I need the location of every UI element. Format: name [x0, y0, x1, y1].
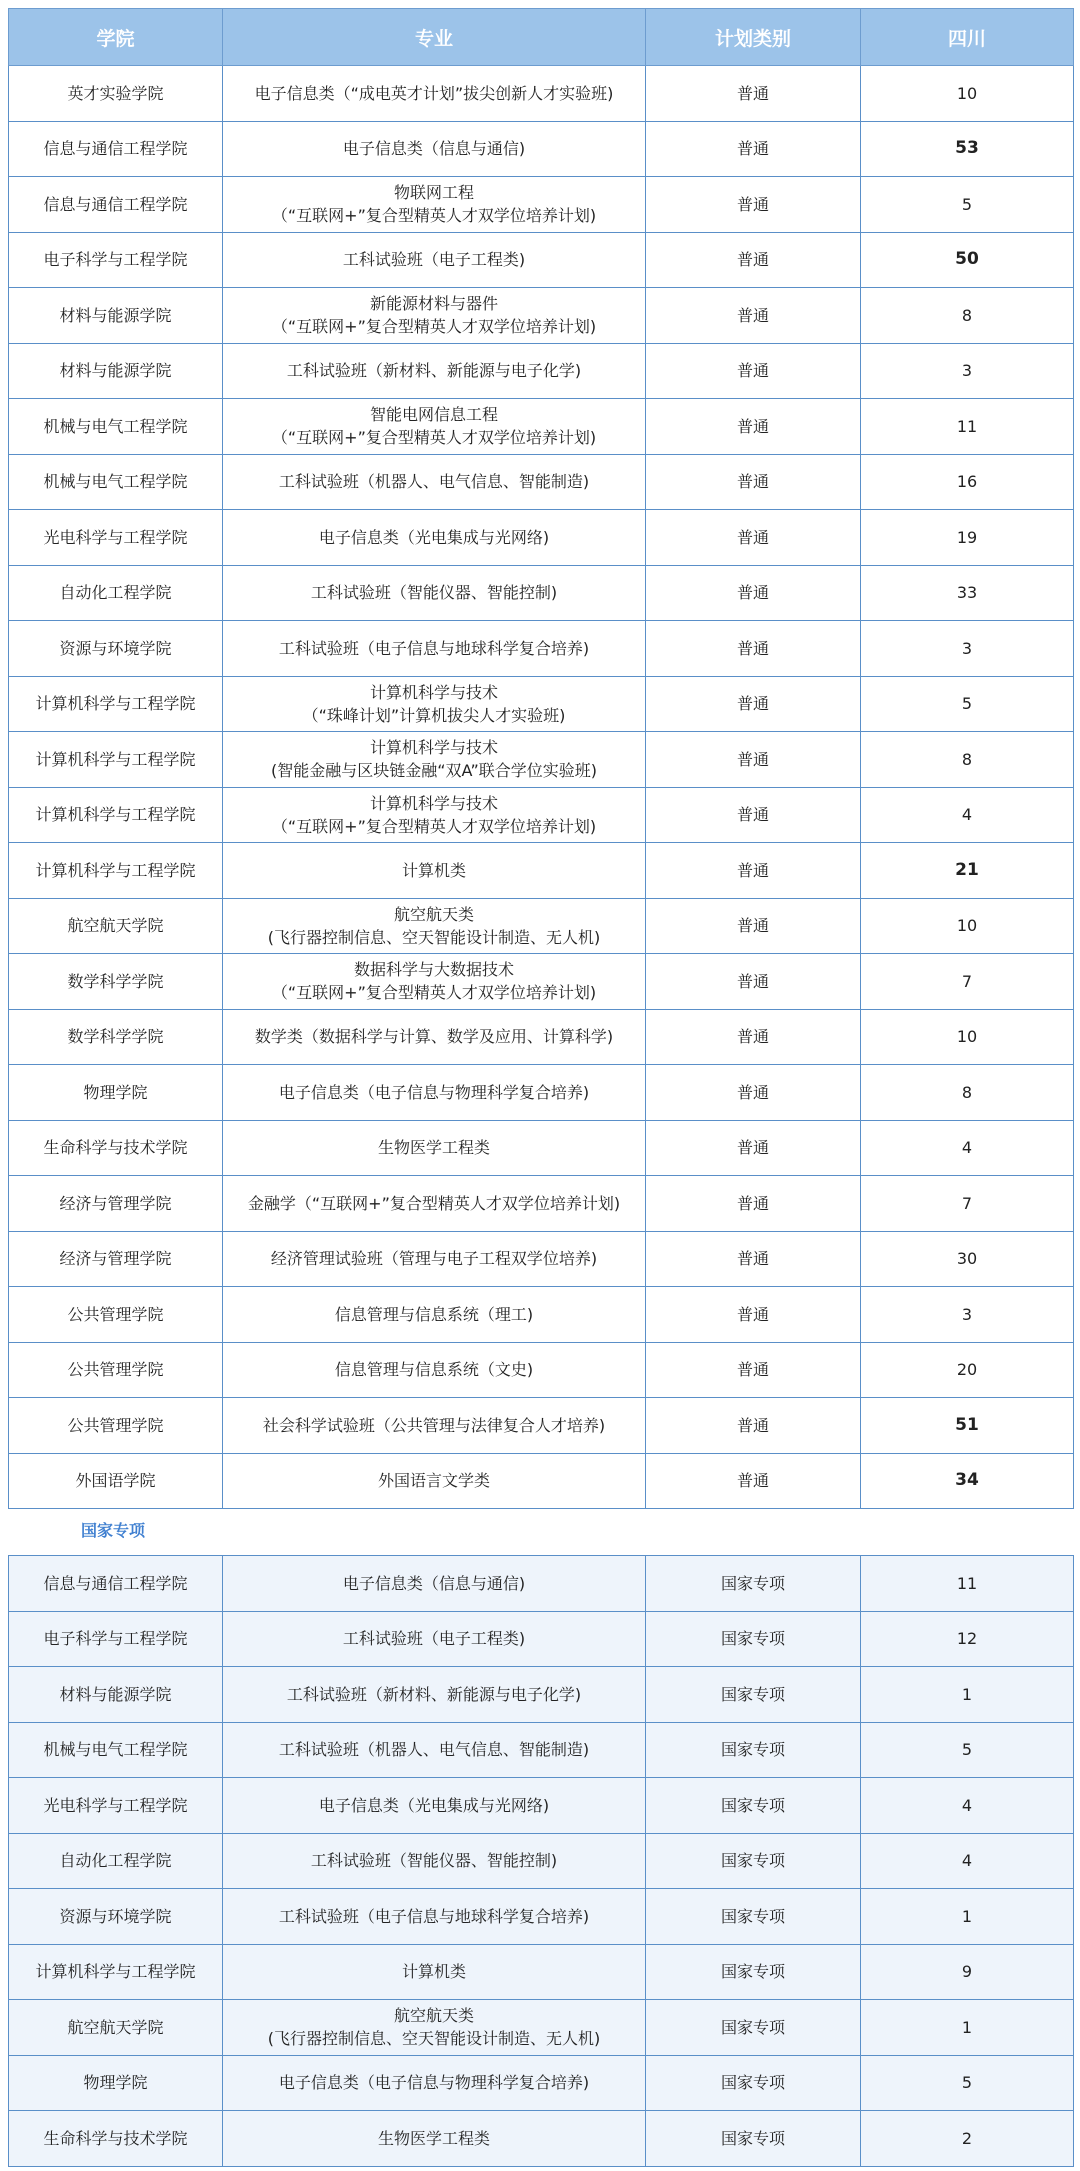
- cell-plan-type: 普通: [646, 510, 861, 566]
- cell-major: [223, 1120, 646, 1176]
- cell-college: 公共管理学院: [9, 1287, 223, 1343]
- cell-major: [223, 954, 646, 1010]
- cell-plan-type: 普通: [646, 732, 861, 788]
- major-line: （“互联网+”复合型精英人才双学位培养计划): [271, 816, 597, 836]
- table-row: [9, 1398, 1074, 1454]
- section-title-national-special: 国家专项: [81, 1521, 146, 1540]
- cell-college: 外国语学院: [9, 1453, 223, 1509]
- cell-major: [223, 1231, 646, 1287]
- cell-college: 航空航天学院: [9, 2000, 223, 2056]
- cell-sichuan-count: 11: [861, 399, 1074, 455]
- cell-sichuan-count: 10: [861, 66, 1074, 122]
- cell-plan-type: 国家专项: [646, 1944, 861, 2000]
- table-row: [9, 1287, 1074, 1343]
- cell-plan-type: 国家专项: [646, 1611, 861, 1667]
- enrollment-table-national-special: [8, 1555, 1074, 2167]
- cell-plan-type: 普通: [646, 565, 861, 621]
- cell-major: [223, 2111, 646, 2167]
- cell-plan-type: 国家专项: [646, 1833, 861, 1889]
- major-line: 工科试验班（电子信息与地球科学复合培养): [278, 638, 590, 658]
- cell-major: [223, 1287, 646, 1343]
- major-line: 工科试验班（机器人、电气信息、智能制造): [278, 472, 590, 492]
- cell-sichuan-count: 19: [861, 510, 1074, 566]
- major-line: 金融学（“互联网+”复合型精英人才双学位培养计划): [247, 1193, 621, 1213]
- cell-sichuan-count: 3: [861, 621, 1074, 677]
- cell-major: [223, 732, 646, 788]
- cell-college: 机械与电气工程学院: [9, 1722, 223, 1778]
- cell-major: [223, 1722, 646, 1778]
- cell-sichuan-count: 10: [861, 898, 1074, 954]
- cell-sichuan-count: 34: [861, 1453, 1074, 1509]
- cell-major: [223, 1176, 646, 1232]
- major-line: 航空航天类: [393, 2006, 474, 2026]
- cell-plan-type: 普通: [646, 787, 861, 843]
- cell-major: [223, 454, 646, 510]
- cell-plan-type: 普通: [646, 1065, 861, 1121]
- table-row: [9, 621, 1074, 677]
- cell-college: 计算机科学与工程学院: [9, 732, 223, 788]
- cell-college: 自动化工程学院: [9, 1833, 223, 1889]
- cell-major: [223, 676, 646, 732]
- enrollment-table-regular: [8, 8, 1074, 1509]
- table-row: [9, 2000, 1074, 2056]
- cell-sichuan-count: 8: [861, 1065, 1074, 1121]
- cell-sichuan-count: 8: [861, 288, 1074, 344]
- cell-college: 生命科学与技术学院: [9, 2111, 223, 2167]
- header-major: 专业: [223, 9, 646, 66]
- table-row: [9, 1556, 1074, 1612]
- cell-college: 材料与能源学院: [9, 288, 223, 344]
- cell-major: [223, 510, 646, 566]
- major-line: 工科试验班（电子信息与地球科学复合培养): [278, 1906, 590, 1926]
- table-row: [9, 1120, 1074, 1176]
- cell-college: 资源与环境学院: [9, 1889, 223, 1945]
- cell-college: 公共管理学院: [9, 1398, 223, 1454]
- major-line: 计算机类: [401, 1962, 466, 1982]
- table-row: [9, 1453, 1074, 1509]
- cell-plan-type: 普通: [646, 1120, 861, 1176]
- cell-sichuan-count: 12: [861, 1611, 1074, 1667]
- major-line: 信息管理与信息系统（理工): [334, 1304, 534, 1324]
- major-line: （“互联网+”复合型精英人才双学位培养计划): [271, 428, 597, 448]
- table-row: [9, 1889, 1074, 1945]
- cell-major: [223, 1667, 646, 1723]
- cell-college: 材料与能源学院: [9, 343, 223, 399]
- cell-major: [223, 1009, 646, 1065]
- cell-sichuan-count: 33: [861, 565, 1074, 621]
- table-row: [9, 787, 1074, 843]
- table-body: [9, 1556, 1074, 2167]
- major-line: 电子信息类（电子信息与物理科学复合培养): [278, 2073, 590, 2093]
- cell-major: [223, 565, 646, 621]
- cell-plan-type: 普通: [646, 676, 861, 732]
- cell-sichuan-count: 11: [861, 1556, 1074, 1612]
- cell-plan-type: 普通: [646, 454, 861, 510]
- table-row: [9, 510, 1074, 566]
- table-row: [9, 1342, 1074, 1398]
- header-plan-type: 计划类别: [646, 9, 861, 66]
- cell-plan-type: 普通: [646, 1176, 861, 1232]
- major-line: 电子信息类（光电集成与光网络): [318, 1795, 550, 1815]
- cell-sichuan-count: 51: [861, 1398, 1074, 1454]
- major-line: 数据科学与大数据技术: [353, 960, 514, 980]
- cell-sichuan-count: 5: [861, 2055, 1074, 2111]
- cell-college: 物理学院: [9, 2055, 223, 2111]
- major-line: 工科试验班（电子工程类): [342, 250, 526, 270]
- cell-college: 计算机科学与工程学院: [9, 787, 223, 843]
- cell-major: [223, 232, 646, 288]
- cell-plan-type: 国家专项: [646, 2111, 861, 2167]
- table-row: [9, 732, 1074, 788]
- cell-sichuan-count: 7: [861, 954, 1074, 1010]
- major-line: 航空航天类: [393, 904, 474, 924]
- major-line: （“互联网+”复合型精英人才双学位培养计划): [271, 317, 597, 337]
- cell-college: 信息与通信工程学院: [9, 177, 223, 233]
- cell-college: 公共管理学院: [9, 1342, 223, 1398]
- cell-college: 光电科学与工程学院: [9, 510, 223, 566]
- major-line: 工科试验班（机器人、电气信息、智能制造): [278, 1740, 590, 1760]
- cell-plan-type: 普通: [646, 177, 861, 233]
- cell-plan-type: 普通: [646, 843, 861, 899]
- major-line: 信息管理与信息系统（文史): [334, 1360, 534, 1380]
- cell-college: 数学科学学院: [9, 1009, 223, 1065]
- cell-major: [223, 1453, 646, 1509]
- header-row: [9, 9, 1074, 66]
- cell-sichuan-count: 3: [861, 1287, 1074, 1343]
- cell-major: [223, 1611, 646, 1667]
- cell-major: [223, 1342, 646, 1398]
- table-row: [9, 2111, 1074, 2167]
- cell-major: [223, 66, 646, 122]
- cell-plan-type: 普通: [646, 1453, 861, 1509]
- header-sichuan: 四川: [861, 9, 1074, 66]
- cell-college: 物理学院: [9, 1065, 223, 1121]
- major-line: （“互联网+”复合型精英人才双学位培养计划): [271, 983, 597, 1003]
- cell-sichuan-count: 4: [861, 1833, 1074, 1889]
- table-row: [9, 843, 1074, 899]
- major-line: (飞行器控制信息、空天智能设计制造、无人机): [267, 2029, 601, 2049]
- table-row: [9, 565, 1074, 621]
- cell-plan-type: 国家专项: [646, 1556, 861, 1612]
- cell-major: [223, 1778, 646, 1834]
- cell-plan-type: 普通: [646, 621, 861, 677]
- cell-plan-type: 国家专项: [646, 1722, 861, 1778]
- cell-major: [223, 2055, 646, 2111]
- cell-college: 计算机科学与工程学院: [9, 843, 223, 899]
- cell-plan-type: 普通: [646, 1398, 861, 1454]
- cell-sichuan-count: 20: [861, 1342, 1074, 1398]
- cell-college: 经济与管理学院: [9, 1231, 223, 1287]
- major-line: （“互联网+”复合型精英人才双学位培养计划): [271, 206, 597, 226]
- major-line: 新能源材料与器件: [369, 294, 498, 314]
- cell-college: 计算机科学与工程学院: [9, 676, 223, 732]
- cell-college: 资源与环境学院: [9, 621, 223, 677]
- cell-plan-type: 国家专项: [646, 1667, 861, 1723]
- major-line: 社会科学试验班（公共管理与法律复合人才培养): [262, 1415, 606, 1435]
- cell-college: 信息与通信工程学院: [9, 121, 223, 177]
- table-row: [9, 454, 1074, 510]
- table-row: [9, 954, 1074, 1010]
- cell-college: 光电科学与工程学院: [9, 1778, 223, 1834]
- cell-plan-type: 普通: [646, 898, 861, 954]
- cell-college: 英才实验学院: [9, 66, 223, 122]
- table-row: [9, 898, 1074, 954]
- table-row: [9, 1065, 1074, 1121]
- table-row: [9, 1009, 1074, 1065]
- major-line: 计算机科学与技术: [369, 682, 498, 702]
- cell-plan-type: 国家专项: [646, 1889, 861, 1945]
- table-row: [9, 66, 1074, 122]
- cell-major: [223, 1889, 646, 1945]
- cell-sichuan-count: 1: [861, 1667, 1074, 1723]
- cell-sichuan-count: 4: [861, 1120, 1074, 1176]
- major-line: 工科试验班（智能仪器、智能控制): [310, 583, 558, 603]
- major-line: 电子信息类（信息与通信): [342, 139, 526, 159]
- cell-plan-type: 国家专项: [646, 1778, 861, 1834]
- cell-college: 计算机科学与工程学院: [9, 1944, 223, 2000]
- major-line: (飞行器控制信息、空天智能设计制造、无人机): [267, 927, 601, 947]
- major-line: 电子信息类（信息与通信): [342, 1573, 526, 1593]
- table-row: [9, 343, 1074, 399]
- cell-plan-type: 普通: [646, 66, 861, 122]
- table-row: [9, 1778, 1074, 1834]
- table-row: [9, 1667, 1074, 1723]
- major-line: 智能电网信息工程: [369, 405, 498, 425]
- cell-major: [223, 2000, 646, 2056]
- cell-sichuan-count: 21: [861, 843, 1074, 899]
- table-row: [9, 2055, 1074, 2111]
- major-line: 计算机科学与技术: [369, 793, 498, 813]
- major-line: 电子信息类（“成电英才计划”拔尖创新人才实验班): [254, 83, 614, 103]
- table-row: [9, 288, 1074, 344]
- cell-sichuan-count: 2: [861, 2111, 1074, 2167]
- major-line: 电子信息类（光电集成与光网络): [318, 527, 550, 547]
- table-row: [9, 1611, 1074, 1667]
- cell-major: [223, 399, 646, 455]
- major-line: 计算机科学与技术: [369, 738, 498, 758]
- cell-major: [223, 787, 646, 843]
- cell-college: 航空航天学院: [9, 898, 223, 954]
- cell-sichuan-count: 5: [861, 676, 1074, 732]
- cell-major: [223, 343, 646, 399]
- cell-college: 信息与通信工程学院: [9, 1556, 223, 1612]
- major-line: 计算机类: [401, 860, 466, 880]
- major-line: 生物医学工程类: [377, 2128, 490, 2148]
- table-row: [9, 1944, 1074, 2000]
- cell-college: 数学科学学院: [9, 954, 223, 1010]
- cell-major: [223, 1065, 646, 1121]
- cell-college: 机械与电气工程学院: [9, 454, 223, 510]
- cell-college: 经济与管理学院: [9, 1176, 223, 1232]
- major-line: 工科试验班（智能仪器、智能控制): [310, 1851, 558, 1871]
- cell-plan-type: 普通: [646, 399, 861, 455]
- cell-sichuan-count: 4: [861, 787, 1074, 843]
- major-line: （“珠峰计划”计算机拔尖人才实验班): [302, 705, 566, 725]
- cell-sichuan-count: 4: [861, 1778, 1074, 1834]
- cell-plan-type: 普通: [646, 1342, 861, 1398]
- cell-major: [223, 177, 646, 233]
- cell-sichuan-count: 16: [861, 454, 1074, 510]
- major-line: 电子信息类（电子信息与物理科学复合培养): [278, 1082, 590, 1102]
- cell-sichuan-count: 7: [861, 1176, 1074, 1232]
- major-line: 工科试验班（电子工程类): [342, 1629, 526, 1649]
- cell-plan-type: 普通: [646, 1009, 861, 1065]
- header-college: 学院: [9, 9, 223, 66]
- cell-major: [223, 1398, 646, 1454]
- cell-sichuan-count: 1: [861, 2000, 1074, 2056]
- table-row: [9, 1176, 1074, 1232]
- cell-major: [223, 288, 646, 344]
- cell-sichuan-count: 50: [861, 232, 1074, 288]
- cell-plan-type: 国家专项: [646, 2000, 861, 2056]
- cell-sichuan-count: 8: [861, 732, 1074, 788]
- cell-sichuan-count: 3: [861, 343, 1074, 399]
- cell-major: [223, 621, 646, 677]
- cell-plan-type: 普通: [646, 954, 861, 1010]
- major-line: 生物医学工程类: [377, 1138, 490, 1158]
- major-line: 经济管理试验班（管理与电子工程双学位培养): [270, 1249, 598, 1269]
- table-row: [9, 676, 1074, 732]
- cell-sichuan-count: 9: [861, 1944, 1074, 2000]
- cell-major: [223, 1944, 646, 2000]
- major-line: 数学类（数据科学与计算、数学及应用、计算科学): [254, 1027, 614, 1047]
- cell-plan-type: 普通: [646, 1287, 861, 1343]
- cell-sichuan-count: 53: [861, 121, 1074, 177]
- table-row: [9, 1833, 1074, 1889]
- major-line: 外国语言文学类: [377, 1471, 490, 1491]
- table-row: [9, 399, 1074, 455]
- cell-sichuan-count: 10: [861, 1009, 1074, 1065]
- cell-major: [223, 1833, 646, 1889]
- cell-college: 生命科学与技术学院: [9, 1120, 223, 1176]
- table-row: [9, 232, 1074, 288]
- cell-major: [223, 898, 646, 954]
- table-row: [9, 1231, 1074, 1287]
- cell-plan-type: 普通: [646, 121, 861, 177]
- cell-plan-type: 普通: [646, 1231, 861, 1287]
- cell-college: 电子科学与工程学院: [9, 1611, 223, 1667]
- cell-college: 机械与电气工程学院: [9, 399, 223, 455]
- major-line: (智能金融与区块链金融“双A”联合学位实验班): [270, 761, 598, 781]
- cell-sichuan-count: 1: [861, 1889, 1074, 1945]
- cell-major: [223, 1556, 646, 1612]
- cell-sichuan-count: 30: [861, 1231, 1074, 1287]
- major-line: 工科试验班（新材料、新能源与电子化学): [286, 361, 582, 381]
- table-row: [9, 177, 1074, 233]
- table-row: [9, 1722, 1074, 1778]
- cell-sichuan-count: 5: [861, 177, 1074, 233]
- cell-major: [223, 121, 646, 177]
- table-body: [9, 66, 1074, 1509]
- major-line: 物联网工程: [393, 183, 474, 203]
- cell-plan-type: 普通: [646, 288, 861, 344]
- table-row: [9, 121, 1074, 177]
- cell-plan-type: 普通: [646, 232, 861, 288]
- cell-college: 自动化工程学院: [9, 565, 223, 621]
- cell-college: 电子科学与工程学院: [9, 232, 223, 288]
- major-line: 工科试验班（新材料、新能源与电子化学): [286, 1684, 582, 1704]
- cell-major: [223, 843, 646, 899]
- cell-plan-type: 普通: [646, 343, 861, 399]
- cell-college: 材料与能源学院: [9, 1667, 223, 1723]
- cell-plan-type: 国家专项: [646, 2055, 861, 2111]
- cell-sichuan-count: 5: [861, 1722, 1074, 1778]
